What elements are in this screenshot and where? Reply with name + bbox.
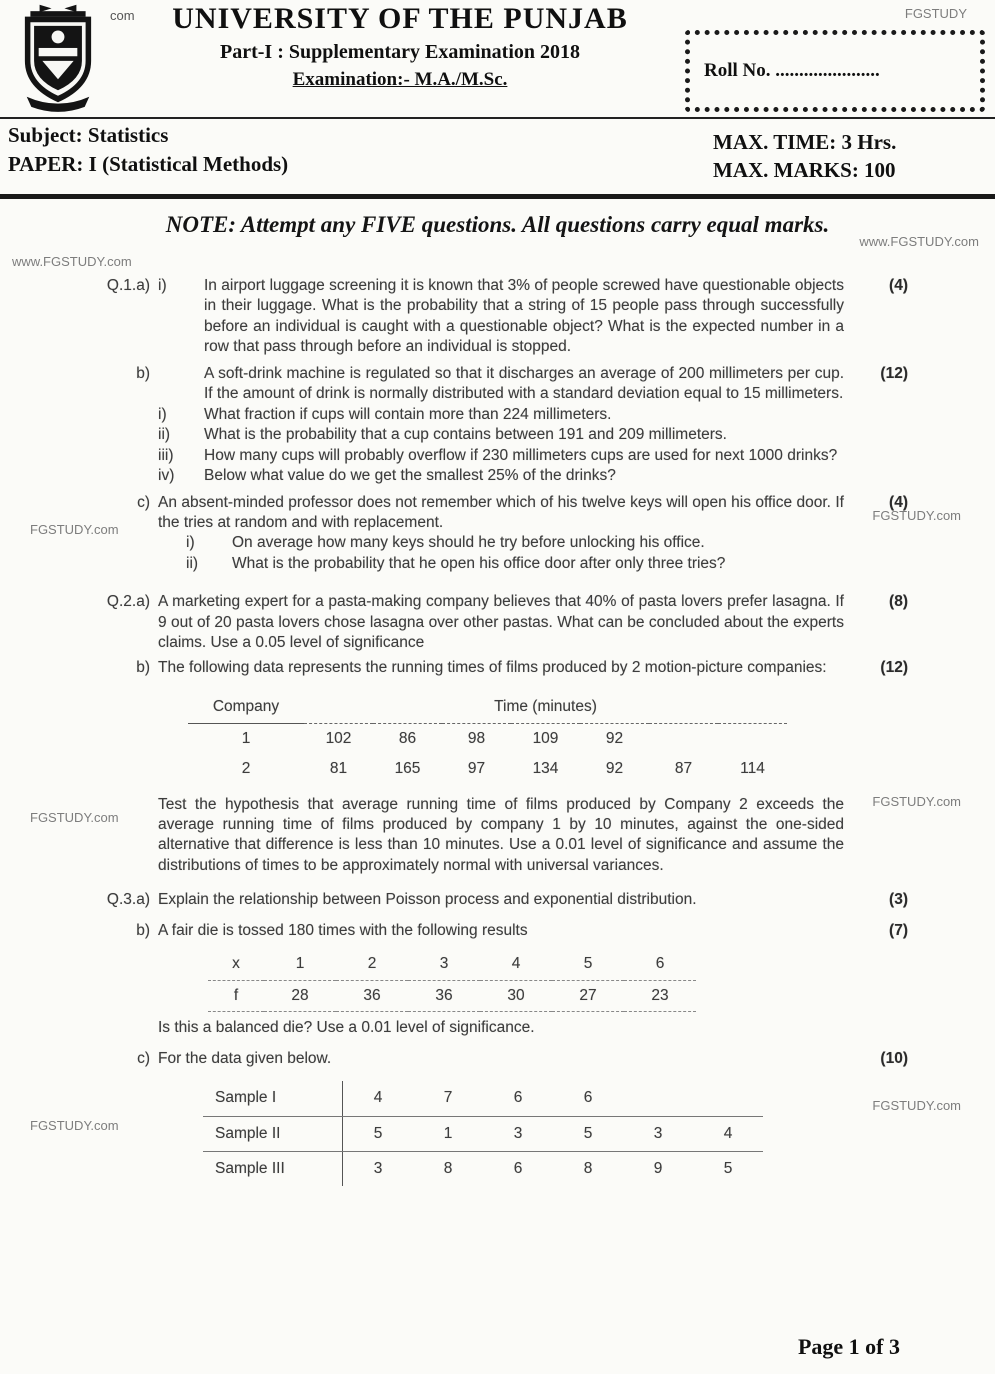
q1b-marks: (12)	[880, 364, 908, 382]
question-1b-item	[88, 466, 908, 486]
table-cell: 109	[532, 729, 559, 747]
item-text: How many cups will probably overflow if 230 millimeters cups are used for next 1000 drinks?	[204, 446, 838, 464]
q2b-marks: (12)	[880, 658, 908, 676]
roll-no-label: Roll No. ......................	[704, 60, 880, 81]
table-cell: 6	[483, 1081, 553, 1116]
q2a-marks: (8)	[889, 593, 908, 611]
item-numeral: ii)	[186, 554, 199, 572]
sample-label-cell: Sample III	[203, 1151, 343, 1186]
q1a-label: Q.1.a)	[106, 277, 150, 294]
q1c-text: An absent-minded professor does not remember which of his twelve keys will open his office door. If the tries at random and with replacement.	[158, 493, 844, 531]
table-cell-empty	[623, 1081, 693, 1116]
q1a-marks: (4)	[889, 277, 908, 294]
q1b-text: A soft-drink machine is regulated so that it discharges an average of 200 millimeters per cup. If the amount of drink is normally distributed with a standard deviation equal to 15 millimeters.	[204, 364, 844, 403]
table-cell-empty	[649, 723, 718, 754]
item-numeral: i)	[158, 405, 167, 423]
question-2a	[88, 592, 908, 653]
table-cell: 87	[674, 760, 693, 778]
max-time: MAX. TIME: 3 Hrs.	[713, 130, 897, 154]
question-1c	[88, 493, 908, 534]
table-cell: 3	[623, 1116, 693, 1151]
item-text: What fraction if cups will contain more than 224 millimeters.	[204, 405, 612, 423]
table-cell: 8	[443, 1159, 453, 1177]
item-text: What is the probability that he open his office door after only three tries?	[232, 554, 726, 572]
q1c-label: c)	[137, 493, 150, 511]
table-cell: 36	[408, 980, 480, 1011]
max-marks: MAX. MARKS: 100	[713, 158, 896, 182]
q1b-label: b)	[136, 364, 150, 382]
question-1b-item	[88, 405, 908, 425]
f-label-cell: f	[208, 980, 264, 1011]
item-numeral: i)	[186, 534, 195, 552]
table-cell: 5	[553, 1116, 623, 1151]
table-row	[188, 754, 787, 784]
watermark: www.FGSTUDY.com	[859, 234, 979, 249]
table-header-row	[188, 692, 787, 723]
question-1a	[88, 276, 908, 358]
item-numeral: iii)	[158, 446, 174, 464]
sample-label-cell: Sample I	[203, 1081, 343, 1116]
watermark: FGSTUDY.com	[872, 1098, 961, 1113]
table-cell: 3	[373, 1159, 383, 1177]
watermark: FGSTUDY.com	[30, 1118, 119, 1133]
question-1b	[88, 364, 908, 405]
university-crest-logo	[12, 2, 104, 116]
q3a-marks: (3)	[889, 891, 908, 909]
q2b-text: The following data represents the running times of films produced by 2 motion-picture companies:	[158, 658, 827, 676]
table-row	[203, 1081, 763, 1116]
q3b-post-text: Is this a balanced die? Use a 0.01 level of significance.	[158, 1019, 535, 1037]
time-header-cell: Time (minutes)	[304, 692, 787, 723]
table-cell: 5	[552, 949, 624, 980]
question-1c-item	[88, 554, 908, 574]
roll-no-box	[685, 30, 985, 112]
header-title-block	[120, 2, 680, 91]
table-row	[208, 949, 696, 980]
table-row	[208, 980, 696, 1011]
watermark: www.FGSTUDY.com	[12, 254, 132, 269]
table-cell-empty	[693, 1081, 763, 1116]
university-name: UNIVERSITY OF THE PUNJAB	[172, 2, 628, 35]
crest-icon	[12, 2, 104, 116]
question-2b	[88, 658, 908, 678]
questions-area	[88, 276, 908, 1186]
watermark-top-right: FGSTUDY	[904, 6, 967, 21]
q1a-text: In airport luggage screening it is known that 3% of people screwed have questionable objects in their luggage. What is the probability that a string of 15 people pass through successfully before an individual is caught with a questionable object? What is the expected number in a row that pass through before an individual is stopped.	[204, 277, 844, 356]
table-cell: 2	[336, 949, 408, 980]
table-row	[188, 723, 787, 754]
table-cell: 1	[413, 1116, 483, 1151]
header-divider	[0, 117, 995, 119]
table-row	[203, 1151, 763, 1186]
table-cell: 7	[413, 1081, 483, 1116]
com-text: com	[110, 8, 135, 23]
table-cell: 102	[325, 729, 352, 747]
q3c-samples-table	[203, 1081, 763, 1186]
table-row	[203, 1116, 763, 1151]
question-3a	[88, 890, 908, 910]
table-cell: 5	[343, 1116, 414, 1151]
table-cell: 36	[336, 980, 408, 1011]
question-1b-item	[88, 446, 908, 466]
note-line: NOTE: Attempt any FIVE questions. All questions carry equal marks.	[165, 212, 830, 237]
table-cell: 4	[693, 1116, 763, 1151]
table-cell: 4	[480, 949, 552, 980]
table-cell: 3	[408, 949, 480, 980]
table-cell: 27	[552, 980, 624, 1011]
item-text: On average how many keys should he try before unlocking his office.	[232, 534, 705, 552]
table-cell: 92	[605, 729, 624, 747]
question-3b	[88, 921, 908, 941]
watermark: FGSTUDY.com	[30, 810, 119, 825]
q3a-label: Q.3.a)	[106, 891, 150, 909]
q2b-post-text: Test the hypothesis that average running time of films produced by Company 2 exceeds the average running time of films produced by company 1 by 10 minutes, against the one-sided alternative that difference is less than 10 minutes. Use a 0.01 level of significance and assume the distributions of times to be approximately normal with universal variances.	[158, 795, 844, 874]
table-cell: 2	[241, 760, 251, 778]
table-cell: 81	[329, 760, 348, 778]
question-2b-post	[88, 795, 908, 877]
q3c-marks: (10)	[880, 1049, 908, 1067]
table-cell: 8	[583, 1159, 593, 1177]
table-cell: 9	[653, 1159, 663, 1177]
paper-line: PAPER: I (Statistical Methods)	[8, 152, 289, 176]
table-cell: 1	[241, 729, 251, 747]
item-numeral: ii)	[158, 426, 171, 444]
q3b-die-table	[208, 949, 696, 1012]
page-number: Page 1 of 3	[797, 1334, 900, 1359]
part-supplementary-line: Part-I : Supplementary Examination 2018	[220, 41, 580, 63]
q3b-text: A fair die is tossed 180 times with the following results	[158, 921, 528, 939]
question-3c	[88, 1049, 908, 1069]
examination-line: Examination:- M.A./M.Sc.	[292, 69, 508, 90]
table-cell: 6	[553, 1081, 623, 1116]
table-cell-empty	[718, 723, 787, 754]
q3c-label: c)	[137, 1049, 150, 1067]
table-cell: 30	[480, 980, 552, 1011]
table-cell: 6	[624, 949, 696, 980]
q2b-films-table	[188, 692, 787, 784]
table-cell: 114	[740, 760, 765, 778]
table-cell: 5	[723, 1159, 733, 1177]
item-text: Below what value do we get the smallest 25% of the drinks?	[204, 467, 616, 485]
item-text: What is the probability that a cup contains between 191 and 209 millimeters.	[204, 426, 727, 444]
watermark: FGSTUDY.com	[30, 522, 119, 537]
subject-line: Subject: Statistics	[8, 123, 169, 147]
table-cell: 4	[343, 1081, 414, 1116]
table-cell: 28	[264, 980, 336, 1011]
table-cell: 86	[398, 729, 417, 747]
company-header-cell: Company	[188, 692, 304, 723]
q3b-marks: (7)	[889, 921, 908, 939]
table-cell: 6	[513, 1159, 523, 1177]
question-3b-post	[88, 1018, 908, 1038]
table-cell: 134	[532, 760, 559, 778]
sample-label-cell: Sample II	[203, 1116, 343, 1151]
header-divider-thick	[0, 194, 995, 199]
x-label-cell: x	[208, 949, 264, 980]
table-cell: 165	[394, 760, 421, 778]
q1c-marks: (4)	[889, 493, 908, 511]
table-cell: 98	[467, 729, 486, 747]
q2a-text: A marketing expert for a pasta-making company believes that 40% of pasta lovers prefer lasagna. If 9 out of 20 pasta lovers chose lasagna over other pastas. What can be concluded about the experts claims. Use a 0.05 level of significance	[158, 593, 844, 652]
item-numeral: iv)	[158, 467, 175, 485]
table-cell: 97	[467, 760, 486, 778]
q2a-label: Q.2.a)	[106, 593, 150, 611]
table-cell: 23	[624, 980, 696, 1011]
table-cell: 1	[264, 949, 336, 980]
q1a-roman: i)	[158, 277, 167, 294]
q3b-label: b)	[136, 921, 150, 939]
q2b-label: b)	[136, 658, 150, 676]
question-1b-item	[88, 425, 908, 445]
table-cell: 3	[483, 1116, 553, 1151]
q3a-text: Explain the relationship between Poisson process and exponential distribution.	[158, 891, 697, 909]
q3c-text: For the data given below.	[158, 1049, 332, 1067]
question-1c-item	[88, 533, 908, 553]
watermark: FGSTUDY.com	[872, 794, 961, 809]
table-cell: 92	[605, 760, 624, 778]
watermark: FGSTUDY.com	[872, 508, 961, 523]
